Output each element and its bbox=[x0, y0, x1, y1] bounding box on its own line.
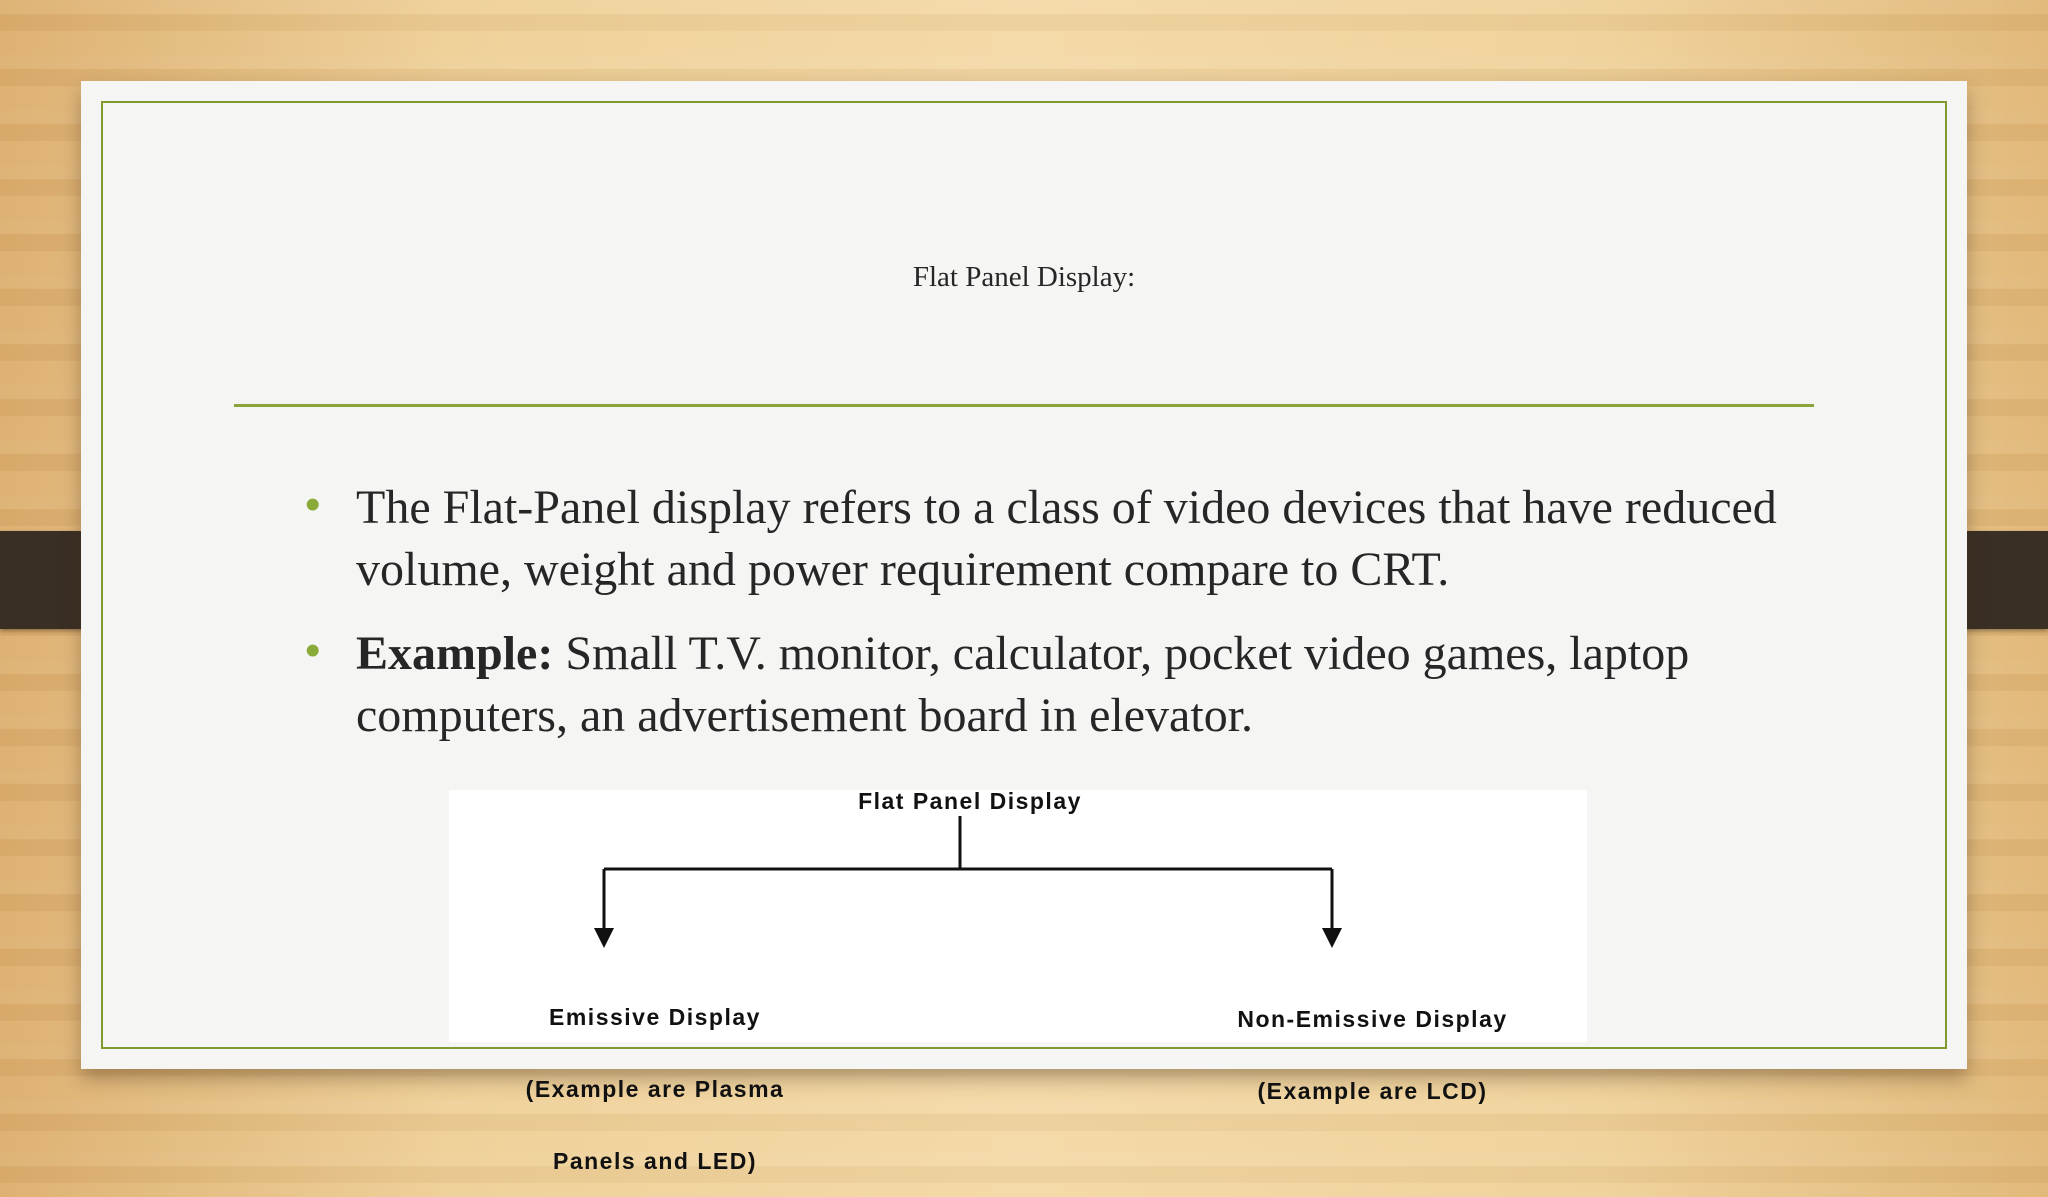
right-arrow-icon bbox=[1322, 928, 1342, 948]
diagram-left-line: Emissive Display bbox=[549, 1004, 761, 1030]
title-divider bbox=[234, 404, 1814, 407]
diagram-root-label: Flat Panel Display bbox=[858, 788, 1082, 814]
bullet-item bbox=[225, 477, 1865, 601]
bullet-dot-icon: • bbox=[305, 626, 321, 675]
bullet-text: Small T.V. monitor, calculator, pocket video games, laptop computers, an advertisement board in elevator. bbox=[356, 627, 1690, 742]
diagram-left-line: Panels and LED) bbox=[553, 1148, 757, 1174]
diagram-right-line: (Example are LCD) bbox=[1257, 1078, 1488, 1104]
diagram-right-line: Non-Emissive Display bbox=[1237, 1006, 1508, 1032]
bullet-dot-icon: • bbox=[305, 480, 321, 529]
left-arrow-icon bbox=[594, 928, 614, 948]
bullet-lead: Example: bbox=[356, 627, 554, 680]
diagram-right-label bbox=[1170, 959, 1575, 1127]
bullet-text: The Flat-Panel display refers to a class of video devices that have reduced volume, weight and power requirement compare to CRT. bbox=[356, 481, 1777, 596]
slide-title: Flat Panel Display: bbox=[912, 261, 1136, 293]
diagram-left-line: (Example are Plasma bbox=[525, 1076, 785, 1102]
bullet-item bbox=[225, 623, 1865, 747]
diagram-left-label bbox=[460, 957, 850, 1197]
bullet-list bbox=[225, 477, 1865, 769]
